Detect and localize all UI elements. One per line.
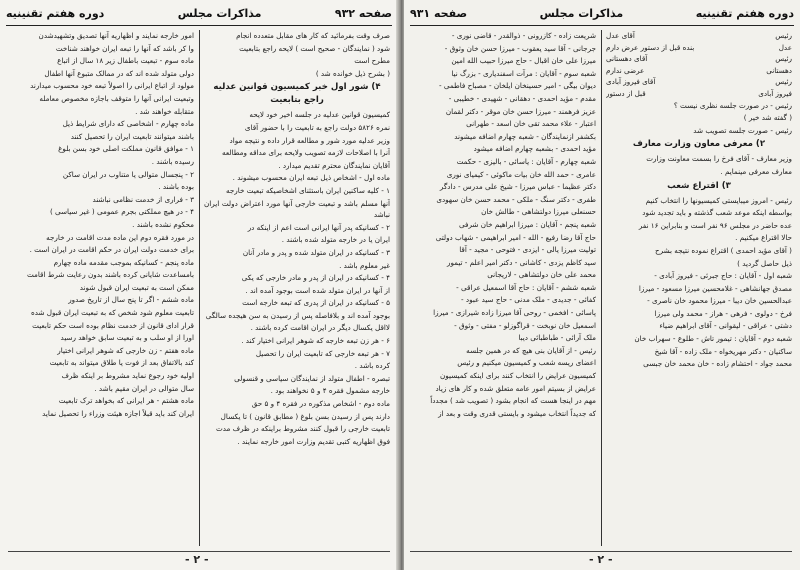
text-line: کرده باشد . <box>354 361 390 371</box>
section-title-branches: ۳) اقتراع شعب <box>667 180 731 191</box>
text-line: نمره ۵۸۲۶ دولت راجع به تابعیت را با حضور آقای <box>244 122 390 132</box>
text-line: رئیس - در صورت جلسه نظری نیست ؟ <box>673 100 792 110</box>
speaker-response: عرضی ندارم <box>606 65 645 75</box>
text-line: ماده هشتم - هر ایرانی که بخواهد ترک تابعیت <box>58 396 194 406</box>
text-line: در مورد فقره دوم این ماده مدت اقامت در خارجه <box>46 232 194 242</box>
text-line: میرزا علی خان اقبال - حاج میرزا حبیب الله امین <box>451 56 596 66</box>
text-line: وزیر عدلیه مورد شور و مطالعه قرار داده و نتیجه مواد <box>229 135 390 145</box>
text-line: رسیده باشند . <box>151 156 194 166</box>
text-line: سید کاظم یزدی - کاشانی - دکتر امیر اعلم - تیمور <box>446 257 596 267</box>
text-line: پاسائی - افخمی - روحی آقا میرزا زاده شیرازی - میرزا <box>433 308 596 318</box>
text-line: شعبه دوم - آقایان : تیمور تاش - طلوع - سهراب خان <box>634 334 792 344</box>
text-line: فرخ - دولوی - فرهی - هراز - محمد ولی میرزا <box>654 308 792 318</box>
text-line: ۳ - کسانیکه در ایران متولد شده و پدر و مادر آنان <box>242 247 390 257</box>
text-line: عرایض از بسیتم امور عامه متعلق شده و کار های زیاد <box>435 383 596 393</box>
left-page-header <box>6 2 392 26</box>
column-divider <box>199 30 200 546</box>
text-line: عامری - حمد الله خان بیات ماکوئی - کیمیای نوری <box>446 169 596 179</box>
footer-rule <box>410 551 792 552</box>
text-line: ماده سوم - تبعیت باطفال زیر ۱۸ سال از اتباع <box>57 56 194 66</box>
left-page-title: مذاکرات مجلس <box>177 7 262 20</box>
text-line: مهم در اینجا هست که انجام بشود ( تصویب شد ) مجدداً <box>430 396 596 406</box>
left-page <box>0 0 398 570</box>
text-line: اسمعیل خان نوبخت - قراگوزلو - مفتی - وثوق - <box>454 320 596 330</box>
text-line: متقابله خواهند شد . <box>135 106 194 116</box>
roll-call-entry <box>606 76 792 88</box>
text-line: آنرا با اصلاحات لازمه تصویب ولایحه برای مداقه ومطالعه <box>222 148 390 158</box>
text-line: کفائی - جدیدی - ملک مدنی - حاج سید عبود - <box>461 295 596 305</box>
text-line: شعبه اول - آقایان : حاج جبرئی - فیروز آبادی - <box>654 271 792 281</box>
text-line: تابعیت خارجی را قبول کنند مشروط براینکه در ظرف مدت <box>215 424 390 434</box>
text-line: محکوم نشده باشند . <box>132 219 194 229</box>
text-line: اعتبار - علاء محمد تقی خان اسعد - طهرانی <box>466 119 596 129</box>
text-line: ( گفته شد خیر ) <box>743 113 792 123</box>
text-line: ماده اول - اشخاص ذیل تبعه ایران محسوب میشوند . <box>232 173 390 183</box>
text-line: که جدیداً انتخاب میشود و بایستی قدری وقت و بعد از <box>438 408 596 418</box>
text-line: دارند پس از رسیدن بسن بلوغ ( مطابق قانون ) تا یکسال <box>220 411 390 421</box>
text-line: طفری - دکتر سنگ - ملکی - محمد حسن خان سهودی <box>436 194 596 204</box>
text-line: ماده چهارم - اشخاصی که دارای شرایط ذیل <box>62 119 194 129</box>
text-line: ماده هفتم - زن خارجی که شوهر ایرانی اختیار <box>57 345 194 355</box>
right-page-title: مذاکرات مجلس <box>539 7 624 20</box>
right-page-header <box>410 2 794 26</box>
section-title-deputy-minister: ۲) معرفی معاون وزارت معارف <box>632 139 766 150</box>
roll-call-entry <box>606 65 792 77</box>
text-line: خارجه مشمول فقره ۴ و ۵ نخواهند بود . <box>270 386 390 396</box>
text-line: عزیز فرهمند - میرزا حسن خان موقر - دکتر لقمان <box>445 106 596 116</box>
text-line: کمیسیون عرایض را انتخاب کنند برای اینکه کمیسیون <box>439 371 596 381</box>
text-line: ذیل حاصل گردید ) <box>737 258 792 268</box>
text-line: ۱ - کلیه ساکنین ایران باستثنای اشخاصیکه تبعیت خارجه <box>226 185 390 195</box>
text-line: ایران کند باید قبلاً اجازه هیئت وزراء را تحصیل نماید <box>42 408 194 418</box>
text-line: عده حاضر در مجلس ۹۶ نفر است و بنابراین ۱۶ نفر <box>638 220 792 230</box>
text-line: وتبعیت ایرانی آنها را متوقف باجازه مخصوص معامله <box>39 93 194 103</box>
roll-call-entry <box>606 53 792 65</box>
text-line: جرجانی - آقا سید یعقوب - میرزا حسن خان وثوق - <box>444 43 596 53</box>
text-line: ۲ - کسانیکه پدر آنها ایرانی است اعم از اینکه در <box>247 222 390 232</box>
column-divider <box>601 30 602 546</box>
speaker-name: فیروز آبادی <box>758 88 792 98</box>
text-line: کمیسیون قوانین عدلیه در جلسه اخیر خود لایحه <box>249 110 390 120</box>
right-page-left-column <box>410 30 596 546</box>
speaker-response: آقای عدل <box>606 31 635 40</box>
text-line: بوده باشند . <box>158 182 194 192</box>
text-line: آقایان نمایندگان محترم تقدیم میدارد . <box>278 160 390 170</box>
text-line: مقدم - مؤید احمدی - دهقانی - شهیدی - خطیبی - <box>448 93 596 103</box>
text-line: ۴ - در هیچ مملکتی بجرم عمومی ( غیر سیاسی ) <box>49 207 194 217</box>
speaker-response: آقای دهستانی <box>606 54 648 64</box>
text-line: ایران یا در خارجه متولد شده باشند . <box>281 235 390 245</box>
text-line: ۱ - موافق قانون مملکت اصلی خود بسن بلوغ <box>58 144 194 154</box>
right-page <box>404 0 800 570</box>
text-line: ۲ - پنجسال متوالی یا متناوب در ایران ساکن <box>62 169 194 179</box>
speaker-name: رئیس <box>775 54 792 64</box>
text-line: محمد جواد - احتشام زاده - خان محمد خان جبسی <box>643 359 792 369</box>
text-line: شعبه چهارم - آقایان : یاسائی - بالیزی - حکمت <box>456 156 596 166</box>
speaker-name: رئیس <box>775 31 792 40</box>
text-line: شعبه سوم - آقایان : مرآت اسفندیاری - بزرگ نیا <box>451 68 596 78</box>
text-line: ممکن است به تبعیت ایران قبول شوند <box>79 282 194 292</box>
right-page-footer-number: - ۲ - <box>589 553 613 566</box>
text-line: مصدق جهانشاهی - غلامحسین میرزا مسعود - میرزا <box>638 283 792 293</box>
text-line: وا کر باشد که آنها را تبعه ایران خواهند شناخت <box>55 43 194 53</box>
text-line: دیوان بیگی - امیر حسینخان ایلخان - مصباح فاطمی - <box>438 81 596 91</box>
speaker-name: دهستانی <box>766 65 792 75</box>
text-line: رئیس - از آقایان بنی هیچ که در همین جلسه <box>466 345 596 355</box>
roll-call-entry <box>606 30 792 42</box>
speaker-name: رئیس <box>775 77 792 87</box>
roll-call-entry <box>606 88 792 100</box>
text-line: سال متوالی در ایران مقیم باشد . <box>94 383 194 393</box>
text-line: از آنها در ایران متولد شده است بوجود آمده اند . <box>245 285 390 295</box>
text-line: کند بالاتفاق بعد از فوت یا طلاق میتواند به تابعیت <box>49 358 194 368</box>
text-line: بامساعدت شایانی کرده باشند بدون رعایت شرط اقامت <box>26 270 194 280</box>
speaker-response: قبل از دستور <box>606 88 646 98</box>
roll-call-entry <box>606 42 792 54</box>
text-line: دکتر عظیما - عباس میرزا - شیخ علی مدرس - دادگر <box>439 182 596 192</box>
text-line: قرار ادای قانون از خدمت نظام بوده است حکم تابعیت <box>32 320 194 330</box>
text-line: تابعیت معلوم شود شخص که به تبعیت ایران قبول شده <box>30 308 194 318</box>
text-line: باشند میتوانند تابعیت ایران را تحصیل کنند <box>70 131 194 141</box>
text-line: ( آقای مؤید احمدی ) اقتراع نموده نتیجه بشرح <box>654 245 792 255</box>
text-line: عبدالحسین خان دیبا - میرزا محمود خان ناصری - <box>647 296 792 306</box>
speaker-response: بنده قبل از دستور عرض دارم <box>606 42 695 52</box>
text-line: غیر معلوم باشد . <box>339 260 390 270</box>
text-line: شود ( نمایندگان - صحیح است ) لایحه راجع بتابعیت <box>239 43 390 53</box>
text-line: بکشفر ازنمایندگان - شعبه چهارم اضافه میشوند <box>454 131 596 141</box>
text-line: حالا اقتراع میکنیم . <box>735 233 792 243</box>
text-line: امور خارجه نمایند و اظهاریه آنها تصدیق وتشهیدشدن <box>38 31 194 40</box>
text-line: وزیر معارف - آقای فرخ را بسمت معاونت وزارت <box>646 154 792 164</box>
text-line: رئیس - امروز میبایستی کمیسیونها را انتخاب کنیم <box>645 195 792 205</box>
text-line: ملک آرائی - طباطبائی دیبا <box>518 333 596 343</box>
speaker-response: آقای فیروز آبادی <box>606 77 656 87</box>
text-line: شریعت زاده - کازرونی - ذوالقدر - قاضی نوری - <box>451 31 596 40</box>
speaker-name: عدل <box>778 42 792 52</box>
text-line: اولیه خود رجوع نماید مشروط بر اینکه ظرف <box>61 371 194 381</box>
footer-rule <box>8 551 390 552</box>
text-line: حاج آقا رضا رفیع - الله - امیر ابراهیمی - شهاب دولتی <box>435 232 596 242</box>
text-line: ۷ - هر تبعه خارجی که تابعیت ایران را تحصیل <box>255 348 390 358</box>
text-line: ۶ - هر زن تبعه خارجه که شوهر ایرانی اختیار کند . <box>241 336 390 346</box>
text-line: ۳ - فراری از خدمت نظامی نباشند <box>92 194 194 204</box>
text-line: ساکنیان - دکتر مهریخواه - ملک زاده - آقا شیخ <box>654 346 792 356</box>
left-page-right-column <box>204 30 390 546</box>
text-line: برای خدمت دولت ایران در حکم اقامت در ایران است . <box>29 245 194 255</box>
text-line: رئیس - صورت جلسه تصویب شد <box>693 125 792 135</box>
text-line: بوجود آمده اند و بلافاصله پس از رسیدن به سن هیجده سالگی <box>205 310 390 320</box>
text-line: شعبه ششم - آقایان : حاج آقا اسمعیل عراقی - <box>456 282 596 292</box>
text-line: حسنعلی میرزا دولتشاهی - طالش خان <box>481 207 596 217</box>
right-page-number: صفحه ۹۳۱ <box>410 7 468 20</box>
text-line: لااقل یکسال دیگر در ایران اقامت کرده باشند . <box>250 323 390 333</box>
text-line: مولود از اتباع ایرانی را اصولاً تبعه خود محسوب میدارند <box>30 81 194 91</box>
left-page-journal: دوره هفتم تقنینیه <box>6 7 105 20</box>
text-line: معارف معرفی مینمایم . <box>720 166 792 176</box>
text-line: ۴ - کسانیکه در ایران از پدر و مادر خارجی که یکی <box>241 273 390 283</box>
text-line: ۵ - کسانیکه در ایران از پدری که تبعه خارجه است <box>242 298 390 308</box>
text-line: مؤید احمدی - بشعبه چهارم اضافه میشود <box>473 144 596 154</box>
text-line: تبصره - اطفال متولد از نمایندگان سیاسی و قنسولی <box>234 373 390 383</box>
left-page-footer-number: - ۲ - <box>185 553 209 566</box>
text-line: تولیت میرزا یالی - ایزدی - فتوحی - مجید - آقا <box>459 245 596 255</box>
text-line: شعبه پنجم - آقایان : میرزا ابراهیم خان شرفی <box>459 219 596 229</box>
text-line: آنها مسلم باشد و تبعیت خارجی آنها مورد اعتراض دولت ایران نباشد <box>204 198 390 220</box>
text-line: دولی متولد شده اند که در ممالک متبوع آنها اطفال <box>44 68 194 78</box>
text-line: ماده ششم - اگر تا پنج سال از تاریخ صدور <box>68 295 194 305</box>
text-line: مطرح است <box>354 56 390 66</box>
text-line: ( بشرح ذیل خوانده شد ) <box>315 68 390 78</box>
text-line: اورا از او سلب و به تبعیت سابق خواهد رسید <box>60 333 194 343</box>
right-page-journal: دوره هفتم تقنینیه <box>695 7 794 20</box>
left-page-number: صفحه ۹۳۲ <box>334 7 392 20</box>
right-page-right-column <box>606 30 792 546</box>
text-line: بواسطه اینکه موعد شعب گذشته و باید تجدید شود <box>642 208 792 218</box>
left-page-left-column <box>8 30 194 546</box>
text-line: اعضای ریسه شعب و کمیسیون میکنیم و رئیس <box>457 358 596 368</box>
text-line: محمد علی خان دولتشاهی - لاریجانی <box>487 270 596 280</box>
text-line: ماده پنجم - کسانیکه بموجب مقدمه ماده چهارم <box>53 257 194 267</box>
text-line: فوق اظهاریه کتبی تقدیم وزارت امور خارجه نمایند . <box>237 436 390 446</box>
text-line: صرف وقت بفرمائید که کار های مقابل متعدده انجام <box>236 31 390 40</box>
text-line: ماده دوم - اشخاص مذکوره در فقره ۴ و ۵ حق <box>251 399 390 409</box>
section-title-nationality: ۴) شور اول خبر کمیسیون قوانین عدلیه راجع بتابعیت <box>213 82 381 106</box>
text-line: دشتی - عراقی - لیقوانی - آقای ابراهیم ضیاء <box>659 321 792 331</box>
